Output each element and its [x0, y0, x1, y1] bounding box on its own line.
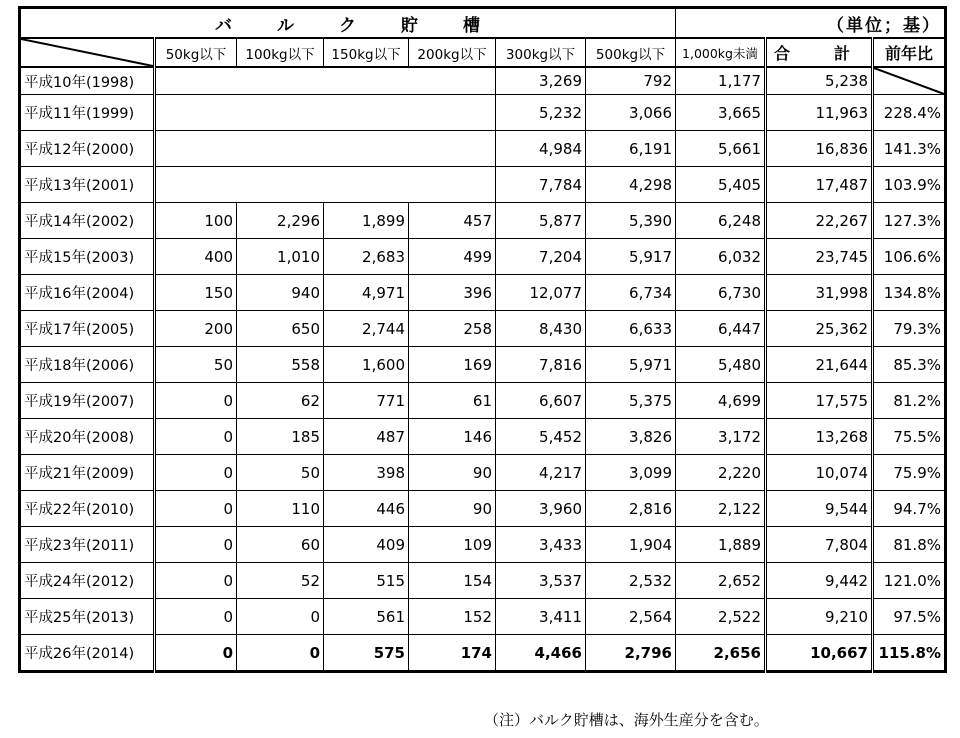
value-cell: 200 — [155, 311, 237, 347]
header-500kg: 500kg以下 — [586, 38, 676, 67]
value-cell: 1,899 — [324, 203, 409, 239]
total-cell: 10,074 — [766, 455, 873, 491]
value-cell: 5,390 — [586, 203, 676, 239]
value-cell: 2,564 — [586, 599, 676, 635]
value-cell: 5,661 — [676, 131, 766, 167]
value-cell: 3,269 — [496, 67, 586, 95]
header-total: 合 計 — [766, 38, 873, 67]
total-cell: 16,836 — [766, 131, 873, 167]
value-cell: 5,971 — [586, 347, 676, 383]
yoy-cell: 115.8% — [873, 635, 946, 672]
value-cell: 7,816 — [496, 347, 586, 383]
value-cell: 6,032 — [676, 239, 766, 275]
value-cell: 0 — [155, 563, 237, 599]
total-cell: 10,667 — [766, 635, 873, 672]
blank-cell — [155, 167, 496, 203]
table-row — [20, 347, 946, 383]
value-cell: 2,532 — [586, 563, 676, 599]
year-cell: 平成24年(2012) — [20, 563, 155, 599]
header-yoy: 前年比 — [873, 38, 946, 67]
yoy-diagonal-cell — [873, 67, 946, 95]
total-cell: 23,745 — [766, 239, 873, 275]
yoy-cell: 94.7% — [873, 491, 946, 527]
value-cell: 1,010 — [237, 239, 324, 275]
value-cell: 2,796 — [586, 635, 676, 672]
yoy-cell: 127.3% — [873, 203, 946, 239]
title-char: ル — [277, 15, 295, 36]
year-cell: 平成11年(1999) — [20, 95, 155, 131]
yoy-cell: 141.3% — [873, 131, 946, 167]
value-cell: 940 — [237, 275, 324, 311]
value-cell: 90 — [409, 455, 496, 491]
year-cell: 平成12年(2000) — [20, 131, 155, 167]
total-cell: 17,487 — [766, 167, 873, 203]
value-cell: 8,430 — [496, 311, 586, 347]
value-cell: 5,232 — [496, 95, 586, 131]
diagonal-line — [874, 68, 944, 94]
value-cell: 61 — [409, 383, 496, 419]
value-cell: 771 — [324, 383, 409, 419]
value-cell: 2,683 — [324, 239, 409, 275]
value-cell: 0 — [155, 491, 237, 527]
value-cell: 0 — [155, 383, 237, 419]
value-cell: 3,960 — [496, 491, 586, 527]
value-cell: 152 — [409, 599, 496, 635]
value-cell: 4,971 — [324, 275, 409, 311]
header-300kg: 300kg以下 — [496, 38, 586, 67]
value-cell: 185 — [237, 419, 324, 455]
year-cell: 平成15年(2003) — [20, 239, 155, 275]
year-cell: 平成16年(2004) — [20, 275, 155, 311]
total-cell: 22,267 — [766, 203, 873, 239]
table-row — [20, 563, 946, 599]
value-cell: 3,433 — [496, 527, 586, 563]
value-cell: 4,466 — [496, 635, 586, 672]
value-cell: 2,220 — [676, 455, 766, 491]
table-row — [20, 383, 946, 419]
value-cell: 150 — [155, 275, 237, 311]
year-cell: 平成19年(2007) — [20, 383, 155, 419]
value-cell: 558 — [237, 347, 324, 383]
value-cell: 1,600 — [324, 347, 409, 383]
bulk-tank-table-container — [18, 6, 947, 673]
value-cell: 4,699 — [676, 383, 766, 419]
table-title — [20, 8, 676, 39]
bulk-tank-table — [18, 6, 947, 673]
value-cell: 62 — [237, 383, 324, 419]
value-cell: 6,633 — [586, 311, 676, 347]
year-cell: 平成18年(2006) — [20, 347, 155, 383]
total-cell: 7,804 — [766, 527, 873, 563]
value-cell: 792 — [586, 67, 676, 95]
value-cell: 2,296 — [237, 203, 324, 239]
value-cell: 50 — [237, 455, 324, 491]
value-cell: 60 — [237, 527, 324, 563]
year-cell: 平成17年(2005) — [20, 311, 155, 347]
yoy-cell: 97.5% — [873, 599, 946, 635]
value-cell: 110 — [237, 491, 324, 527]
year-cell: 平成23年(2011) — [20, 527, 155, 563]
yoy-cell: 81.2% — [873, 383, 946, 419]
footnote: （注）バルク貯槽は、海外生産分を含む。 — [484, 711, 769, 729]
value-cell: 0 — [155, 635, 237, 672]
table-row — [20, 491, 946, 527]
value-cell: 5,877 — [496, 203, 586, 239]
value-cell: 6,191 — [586, 131, 676, 167]
blank-cell — [155, 67, 496, 95]
year-cell: 平成26年(2014) — [20, 635, 155, 672]
title-char: ク — [339, 15, 357, 36]
total-cell: 31,998 — [766, 275, 873, 311]
value-cell: 6,734 — [586, 275, 676, 311]
value-cell: 2,652 — [676, 563, 766, 599]
value-cell: 0 — [155, 419, 237, 455]
table-row — [20, 527, 946, 563]
value-cell: 2,816 — [586, 491, 676, 527]
value-cell: 7,784 — [496, 167, 586, 203]
value-cell: 0 — [237, 599, 324, 635]
value-cell: 575 — [324, 635, 409, 672]
title-char: 槽 — [463, 15, 481, 36]
value-cell: 5,480 — [676, 347, 766, 383]
total-cell: 5,238 — [766, 67, 873, 95]
value-cell: 5,375 — [586, 383, 676, 419]
value-cell: 400 — [155, 239, 237, 275]
year-cell: 平成20年(2008) — [20, 419, 155, 455]
blank-cell — [155, 131, 496, 167]
yoy-cell: 75.9% — [873, 455, 946, 491]
value-cell: 90 — [409, 491, 496, 527]
table-row — [20, 239, 946, 275]
value-cell: 100 — [155, 203, 237, 239]
header-50kg: 50kg以下 — [155, 38, 237, 67]
title-char: バ — [215, 15, 233, 36]
value-cell: 487 — [324, 419, 409, 455]
total-cell: 9,210 — [766, 599, 873, 635]
value-cell: 650 — [237, 311, 324, 347]
year-cell: 平成25年(2013) — [20, 599, 155, 635]
table-row — [20, 167, 946, 203]
title-row — [20, 8, 946, 39]
yoy-cell: 134.8% — [873, 275, 946, 311]
value-cell: 3,099 — [586, 455, 676, 491]
value-cell: 7,204 — [496, 239, 586, 275]
total-cell: 21,644 — [766, 347, 873, 383]
diagonal-line — [21, 39, 153, 66]
table-title-text — [193, 16, 503, 36]
yoy-cell: 228.4% — [873, 95, 946, 131]
unit-label: （単位；基） — [676, 8, 946, 39]
value-cell: 109 — [409, 527, 496, 563]
yoy-cell: 103.9% — [873, 167, 946, 203]
header-150kg: 150kg以下 — [324, 38, 409, 67]
value-cell: 154 — [409, 563, 496, 599]
yoy-cell: 121.0% — [873, 563, 946, 599]
year-cell: 平成10年(1998) — [20, 67, 155, 95]
total-cell: 13,268 — [766, 419, 873, 455]
value-cell: 3,066 — [586, 95, 676, 131]
year-cell: 平成13年(2001) — [20, 167, 155, 203]
value-cell: 4,298 — [586, 167, 676, 203]
yoy-cell: 75.5% — [873, 419, 946, 455]
corner-diagonal-cell — [20, 38, 155, 67]
value-cell: 5,452 — [496, 419, 586, 455]
total-cell: 9,442 — [766, 563, 873, 599]
table-row — [20, 635, 946, 672]
value-cell: 396 — [409, 275, 496, 311]
header-100kg: 100kg以下 — [237, 38, 324, 67]
value-cell: 3,172 — [676, 419, 766, 455]
table-row — [20, 599, 946, 635]
value-cell: 561 — [324, 599, 409, 635]
value-cell: 1,177 — [676, 67, 766, 95]
value-cell: 515 — [324, 563, 409, 599]
blank-cell — [155, 95, 496, 131]
value-cell: 169 — [409, 347, 496, 383]
value-cell: 2,744 — [324, 311, 409, 347]
year-cell: 平成22年(2010) — [20, 491, 155, 527]
table-row — [20, 95, 946, 131]
value-cell: 1,904 — [586, 527, 676, 563]
value-cell: 3,537 — [496, 563, 586, 599]
table-row — [20, 131, 946, 167]
year-cell: 平成21年(2009) — [20, 455, 155, 491]
header-200kg: 200kg以下 — [409, 38, 496, 67]
value-cell: 3,665 — [676, 95, 766, 131]
title-char: 貯 — [401, 15, 419, 36]
yoy-cell: 106.6% — [873, 239, 946, 275]
table-row — [20, 203, 946, 239]
value-cell: 4,217 — [496, 455, 586, 491]
year-cell: 平成14年(2002) — [20, 203, 155, 239]
value-cell: 5,405 — [676, 167, 766, 203]
value-cell: 409 — [324, 527, 409, 563]
value-cell: 2,656 — [676, 635, 766, 672]
table-row — [20, 455, 946, 491]
yoy-cell: 81.8% — [873, 527, 946, 563]
value-cell: 0 — [155, 455, 237, 491]
value-cell: 174 — [409, 635, 496, 672]
value-cell: 1,889 — [676, 527, 766, 563]
table-row — [20, 419, 946, 455]
value-cell: 3,826 — [586, 419, 676, 455]
value-cell: 258 — [409, 311, 496, 347]
total-cell: 9,544 — [766, 491, 873, 527]
value-cell: 0 — [237, 635, 324, 672]
value-cell: 6,607 — [496, 383, 586, 419]
table-row — [20, 67, 946, 95]
value-cell: 446 — [324, 491, 409, 527]
value-cell: 4,984 — [496, 131, 586, 167]
value-cell: 6,248 — [676, 203, 766, 239]
yoy-cell: 79.3% — [873, 311, 946, 347]
value-cell: 2,122 — [676, 491, 766, 527]
header-row — [20, 38, 946, 67]
value-cell: 499 — [409, 239, 496, 275]
value-cell: 0 — [155, 599, 237, 635]
yoy-cell: 85.3% — [873, 347, 946, 383]
total-cell: 25,362 — [766, 311, 873, 347]
value-cell: 6,730 — [676, 275, 766, 311]
header-1000kg: 1,000kg未満 — [676, 38, 766, 67]
value-cell: 398 — [324, 455, 409, 491]
value-cell: 50 — [155, 347, 237, 383]
value-cell: 146 — [409, 419, 496, 455]
table-row — [20, 311, 946, 347]
value-cell: 12,077 — [496, 275, 586, 311]
value-cell: 0 — [155, 527, 237, 563]
table-row — [20, 275, 946, 311]
value-cell: 3,411 — [496, 599, 586, 635]
value-cell: 6,447 — [676, 311, 766, 347]
value-cell: 52 — [237, 563, 324, 599]
value-cell: 2,522 — [676, 599, 766, 635]
value-cell: 457 — [409, 203, 496, 239]
total-cell: 11,963 — [766, 95, 873, 131]
total-cell: 17,575 — [766, 383, 873, 419]
value-cell: 5,917 — [586, 239, 676, 275]
